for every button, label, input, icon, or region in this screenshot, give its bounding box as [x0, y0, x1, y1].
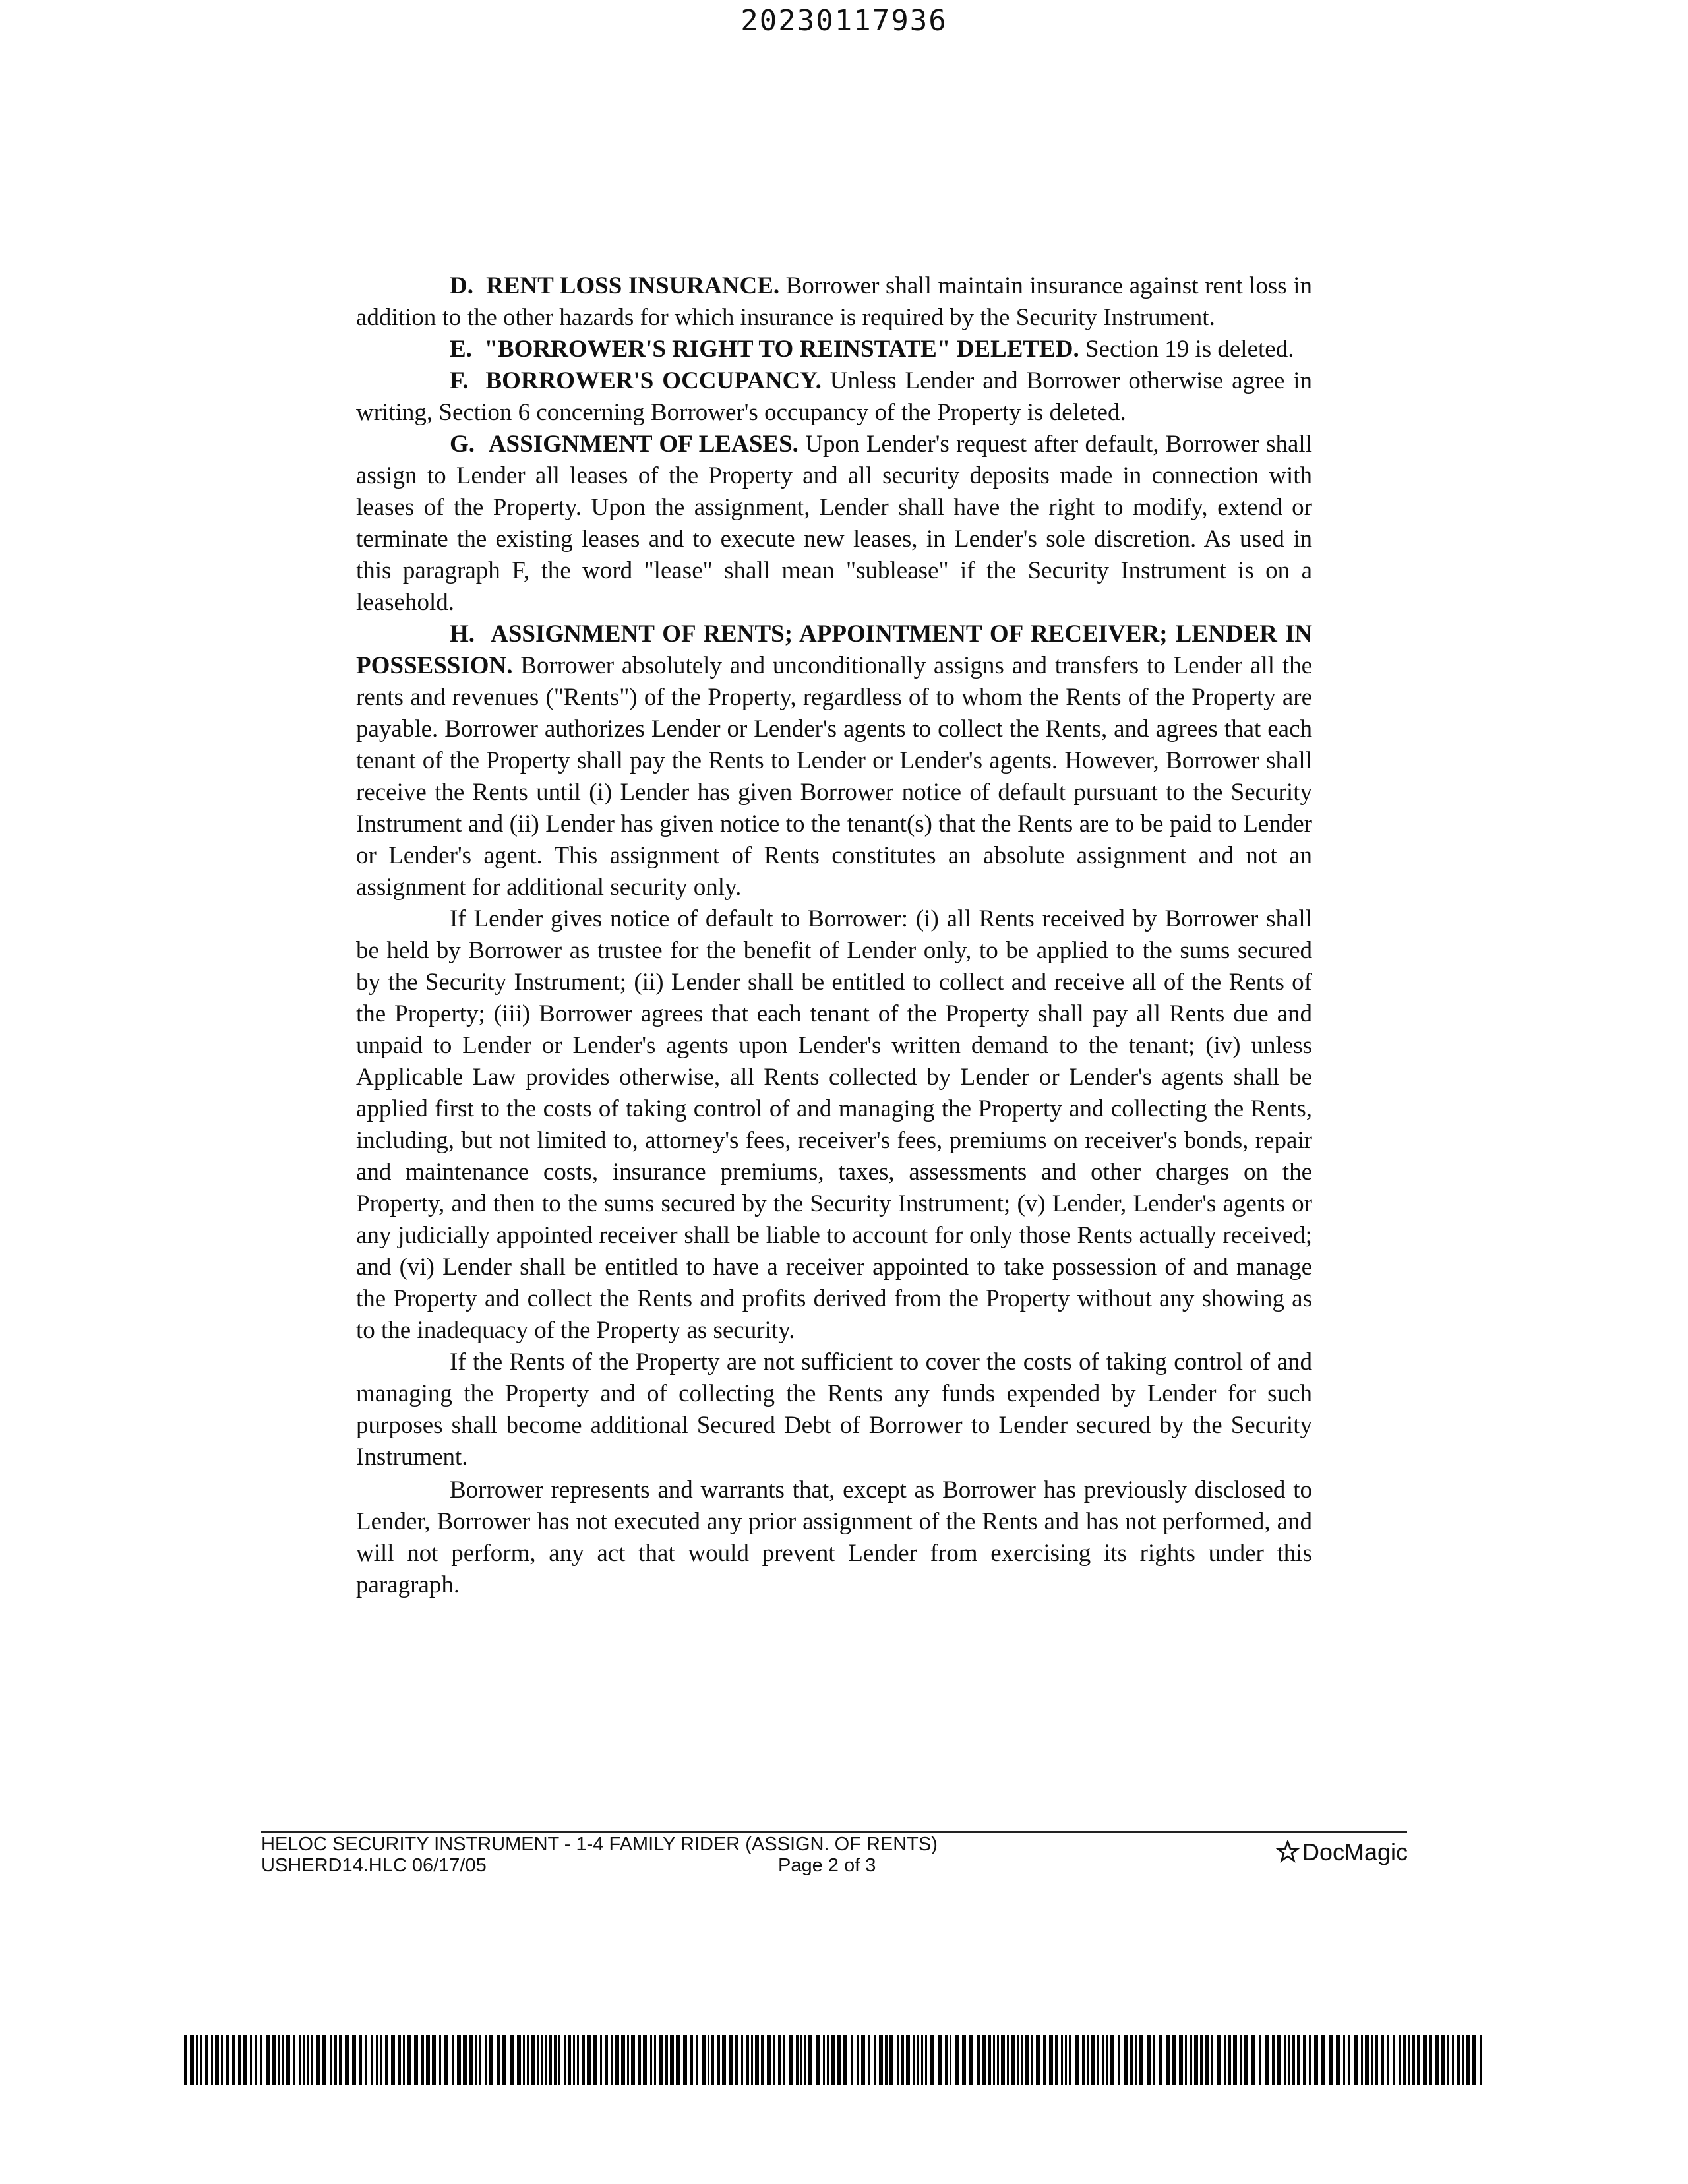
barcode-bar: [299, 2035, 301, 2085]
form-title: HELOC SECURITY INSTRUMENT - 1-4 FAMILY RIDER (ASSIGN. OF RENTS): [261, 1834, 938, 1855]
star-outline-icon: [1276, 1840, 1300, 1864]
barcode-bar: [1336, 2035, 1340, 2085]
barcode-bar: [1240, 2035, 1242, 2085]
barcode-bar: [365, 2035, 367, 2085]
barcode-bar: [469, 2035, 473, 2085]
barcode-bar: [711, 2035, 714, 2085]
barcode-bar: [352, 2035, 356, 2085]
section-h-text: Borrower absolutely and unconditionally assigns and transfers to Lender all the rents and revenues ("Rents") of the Property, regardless of to whom the Rents of the Property are payable. Borrower authorizes Lender or Lender's agents to collect the Rents, and agrees that each tenant of the Property shall pay the Rents to Lender or Lender's agents. However, Borrower shall receive the Rents until (i) Lender has given Borrower notice of default pursuant to the Security Instrument and (ii) Lender has given notice to the tenant(s) that the Rents are to be paid to Lender or Lender's agent. This assignment of Rents constitutes an absolute assignment and not an assignment for additional security only.: [356, 652, 1312, 901]
barcode-bar: [851, 2035, 853, 2085]
barcode-bar: [1130, 2035, 1133, 2085]
barcode-bar: [1381, 2035, 1384, 2085]
barcode-bar: [950, 2035, 951, 2085]
barcode-bar: [925, 2035, 927, 2085]
barcode-bar: [1321, 2035, 1325, 2085]
barcode-bar: [1423, 2035, 1427, 2085]
section-d-heading: RENT LOSS INSURANCE.: [486, 272, 780, 299]
paragraph-notice-of-default: If Lender gives notice of default to Borrower: (i) all Rents received by Borrower shall be held by Borrower as trustee for the benefit of Lender only, to be applied to the sums secured by the Security Instrument; (ii) Lender shall be entitled to collect and receive all of the Rents of the Property; (iii) Borrower agrees that each tenant of the Property shall pay all Rents due and unpaid to Lender or Lender's agents upon Lender's written demand to the tenant; (iv) unless Applicable Law provides otherwise, all Rents collected by Lender or Lender's agents shall be applied first to the costs of taking control of and managing the Property and collecting the Rents, including, but not limited to, attorney's fees, receiver's fees, premiums on receiver's bonds, repair and maintenance costs, insurance premiums, taxes, assessments and other charges on the Property, and then to the sums secured by the Security Instrument; (v) Lender, Lender's agents or any judicially appointed receiver shall be liable to account for only those Rents actually received; and (vi) Lender shall be entitled to have a receiver appointed to take possession of and manage the Property and collect the Rents and profits derived from the Property without any showing as to the inadequacy of the Property as security.: [356, 905, 1312, 1344]
barcode-bar: [215, 2035, 219, 2085]
paragraph-representations: Borrower represents and warrants that, except as Borrower has previously disclosed to Lender, Borrower has not executed any prior assignment of the Rents and has not performed, and will not perform, any act that would prevent Lender from exercising its rights under this paragraph.: [356, 1476, 1312, 1598]
barcode-bar: [1031, 2035, 1033, 2085]
barcode-bar: [767, 2035, 771, 2085]
barcode-bar: [897, 2035, 899, 2085]
barcode-bar: [778, 2035, 781, 2085]
section-e-heading: "BORROWER'S RIGHT TO REINSTATE" DELETED.: [484, 336, 1079, 363]
barcode-bar: [735, 2035, 738, 2085]
barcode-bar: [330, 2035, 332, 2085]
barcode-bar: [286, 2035, 290, 2085]
section-d-text: Borrower shall maintain insurance against rent loss in addition to the other hazards for which insurance is required by the Security Instrument.: [356, 272, 1312, 331]
barcode-bar: [1265, 2035, 1269, 2085]
barcode-bar: [702, 2035, 706, 2085]
barcode-bar: [221, 2035, 223, 2085]
barcode-bar: [1435, 2035, 1439, 2085]
barcode-bar: [554, 2035, 557, 2085]
barcode-bar: [1069, 2035, 1071, 2085]
section-f: [356, 365, 1312, 429]
barcode-bar: [708, 2035, 709, 2085]
barcode-bar: [421, 2035, 424, 2085]
form-footer: [261, 1834, 1118, 1876]
barcode-bar: [371, 2035, 373, 2085]
barcode-bar: [1091, 2035, 1095, 2085]
barcode-bar: [868, 2035, 870, 2085]
barcode-bar: [311, 2035, 313, 2085]
barcode-bar: [1403, 2035, 1406, 2085]
barcode-bar: [479, 2035, 481, 2085]
barcode-bar: [755, 2035, 759, 2085]
barcode-bar: [260, 2035, 262, 2085]
barcode-bar: [921, 2035, 923, 2085]
barcode-bar: [857, 2035, 859, 2085]
barcode-bar: [1309, 2035, 1311, 2085]
barcode-bar: [196, 2035, 198, 2085]
barcode-bar: [889, 2035, 893, 2085]
barcode-bar: [982, 2035, 986, 2085]
barcode-bar: [1371, 2035, 1373, 2085]
barcode-bar: [676, 2035, 680, 2085]
barcode-bar: [452, 2035, 454, 2085]
barcode-bar: [885, 2035, 888, 2085]
barcode-bar: [1348, 2035, 1350, 2085]
barcode-bar: [303, 2035, 305, 2085]
barcode-bar: [1124, 2035, 1128, 2085]
barcode-bar: [272, 2035, 276, 2085]
barcode-bar: [930, 2035, 934, 2085]
barcode-bar: [1135, 2035, 1137, 2085]
barcode-bar: [1179, 2035, 1183, 2085]
barcode-bar: [573, 2035, 575, 2085]
barcode-bar: [502, 2035, 506, 2085]
barcode-bar: [1277, 2035, 1281, 2085]
section-e: [356, 334, 1312, 365]
barcode-bar: [789, 2035, 793, 2085]
barcode-bar: [205, 2035, 208, 2085]
barcode-bar: [322, 2035, 326, 2085]
section-g-letter: G.: [450, 431, 475, 458]
barcode-bar: [843, 2035, 847, 2085]
barcode-bar: [391, 2035, 395, 2085]
barcode-bar: [1452, 2035, 1454, 2085]
barcode-bar: [485, 2035, 487, 2085]
barcode: [184, 2035, 1488, 2085]
barcode-bar: [432, 2035, 436, 2085]
barcode-bar: [1043, 2035, 1046, 2085]
barcode-bar: [407, 2035, 411, 2085]
barcode-bar: [1166, 2035, 1170, 2085]
barcode-bar: [523, 2035, 525, 2085]
barcode-bar: [1272, 2035, 1275, 2085]
barcode-bar: [1457, 2035, 1460, 2085]
barcode-bar: [722, 2035, 726, 2085]
section-h: [356, 619, 1312, 903]
barcode-bar: [1429, 2035, 1432, 2085]
barcode-bar: [827, 2035, 829, 2085]
barcode-bar: [696, 2035, 698, 2085]
barcode-bar: [568, 2035, 571, 2085]
barcode-bar: [1139, 2035, 1143, 2085]
barcode-bar: [316, 2035, 320, 2085]
barcode-bar: [741, 2035, 743, 2085]
barcode-bar: [1462, 2035, 1464, 2085]
barcode-bar: [255, 2035, 257, 2085]
barcode-bar: [1399, 2035, 1401, 2085]
barcode-bar: [1217, 2035, 1221, 2085]
barcode-bar: [1055, 2035, 1058, 2085]
barcode-bar: [1228, 2035, 1231, 2085]
barcode-bar: [746, 2035, 749, 2085]
barcode-bar: [654, 2035, 656, 2085]
barcode-bar: [439, 2035, 441, 2085]
barcode-bar: [510, 2035, 514, 2085]
barcode-bar: [969, 2035, 973, 2085]
barcode-bar: [334, 2035, 337, 2085]
barcode-bar: [282, 2035, 284, 2085]
barcode-bar: [1361, 2035, 1363, 2085]
barcode-bar: [200, 2035, 202, 2085]
section-f-heading: BORROWER'S OCCUPANCY.: [485, 367, 822, 394]
barcode-bar: [1075, 2035, 1079, 2085]
barcode-bar: [816, 2035, 820, 2085]
barcode-bar: [1061, 2035, 1063, 2085]
barcode-bar: [729, 2035, 733, 2085]
rider-body: [356, 270, 1312, 1601]
barcode-bar: [913, 2035, 915, 2085]
barcode-bar: [1329, 2035, 1333, 2085]
barcode-bar: [582, 2035, 585, 2085]
barcode-bar: [444, 2035, 448, 2085]
barcode-bar: [293, 2035, 295, 2085]
barcode-bar: [564, 2035, 566, 2085]
barcode-bar: [475, 2035, 477, 2085]
barcode-bar: [1224, 2035, 1226, 2085]
barcode-bar: [489, 2035, 493, 2085]
barcode-bar: [1303, 2035, 1306, 2085]
barcode-bar: [945, 2035, 948, 2085]
barcode-bar: [631, 2035, 635, 2085]
barcode-bar: [1106, 2035, 1108, 2085]
barcode-bar: [250, 2035, 252, 2085]
barcode-bar: [683, 2035, 687, 2085]
barcode-bar: [376, 2035, 378, 2085]
barcode-bar: [1354, 2035, 1358, 2085]
page-number: Page 2 of 3: [778, 1855, 876, 1876]
barcode-bar: [1036, 2035, 1040, 2085]
barcode-bar: [1292, 2035, 1295, 2085]
barcode-bar: [823, 2035, 825, 2085]
barcode-bar: [345, 2035, 349, 2085]
barcode-bar: [1194, 2035, 1198, 2085]
section-f-letter: F.: [450, 367, 469, 394]
barcode-bar: [761, 2035, 764, 2085]
barcode-bar: [463, 2035, 467, 2085]
barcode-bar: [638, 2035, 641, 2085]
barcode-bar: [243, 2035, 247, 2085]
barcode-bar: [1387, 2035, 1389, 2085]
barcode-bar: [426, 2035, 430, 2085]
barcode-bar: [1233, 2035, 1237, 2085]
barcode-bar: [917, 2035, 919, 2085]
barcode-bar: [643, 2035, 647, 2085]
barcode-bar: [1297, 2035, 1300, 2085]
barcode-bar: [1288, 2035, 1290, 2085]
barcode-bar: [517, 2035, 521, 2085]
barcode-bar: [1251, 2035, 1255, 2085]
barcode-bar: [403, 2035, 405, 2085]
barcode-bar: [906, 2035, 910, 2085]
barcode-bar: [457, 2035, 461, 2085]
barcode-bar: [1007, 2035, 1009, 2085]
barcode-bar: [1393, 2035, 1395, 2085]
barcode-bar: [1011, 2035, 1015, 2085]
barcode-bar: [1021, 2035, 1023, 2085]
barcode-bar: [977, 2035, 980, 2085]
barcode-bar: [874, 2035, 876, 2085]
barcode-bar: [339, 2035, 342, 2085]
barcode-bar: [385, 2035, 388, 2085]
barcode-bar: [278, 2035, 280, 2085]
barcode-bar: [497, 2035, 500, 2085]
barcode-bar: [184, 2035, 187, 2085]
section-g-text: Upon Lender's request after default, Borrower shall assign to Lender all leases of the Property and all security deposits made in connection with leases of the Property. Upon the assignment, Lender shall have the right to modify, extend or terminate the existing leases and to execute new leases, in Lender's sole discretion. As used in this paragraph F, the word "lease" shall mean "sublease" if the Security Instrument is on a leasehold.: [356, 431, 1312, 616]
barcode-bar: [1190, 2035, 1192, 2085]
barcode-bar: [773, 2035, 775, 2085]
paragraph-rents-insufficient: If the Rents of the Property are not sufficient to cover the costs of taking control of and managing the Property and of collecting the Rents any funds expended by Lender for such purposes shall become additional Secured Debt of Borrower to Lender secured by the Security Instrument.: [356, 1349, 1312, 1471]
barcode-bar: [1025, 2035, 1029, 2085]
barcode-bar: [1102, 2035, 1104, 2085]
barcode-bar: [380, 2035, 382, 2085]
barcode-bar: [266, 2035, 270, 2085]
barcode-bar: [600, 2035, 602, 2085]
barcode-bar: [1082, 2035, 1085, 2085]
section-f-text: Unless Lender and Borrower otherwise agree in writing, Section 6 concerning Borrower's occupancy of the Property is deleted.: [356, 367, 1312, 426]
barcode-bar: [1118, 2035, 1120, 2085]
barcode-bar: [659, 2035, 663, 2085]
barcode-bar: [359, 2035, 362, 2085]
barcode-bar: [1001, 2035, 1005, 2085]
barcode-bar: [1211, 2035, 1213, 2085]
barcode-bar: [1284, 2035, 1286, 2085]
barcode-bar: [527, 2035, 529, 2085]
barcode-bar: [1441, 2035, 1445, 2085]
barcode-bar: [531, 2035, 535, 2085]
section-h-letter: H.: [450, 621, 475, 648]
barcode-bar: [1480, 2035, 1482, 2085]
barcode-bar: [414, 2035, 418, 2085]
barcode-bar: [938, 2035, 942, 2085]
barcode-bar: [751, 2035, 753, 2085]
barcode-bar: [1159, 2035, 1162, 2085]
barcode-bar: [962, 2035, 966, 2085]
barcode-bar: [1365, 2035, 1369, 2085]
barcode-bar: [1244, 2035, 1248, 2085]
section-e-letter: E.: [450, 336, 472, 363]
barcode-bar: [650, 2035, 652, 2085]
section-g-heading: ASSIGNMENT OF LEASES.: [488, 431, 799, 458]
barcode-bar: [861, 2035, 865, 2085]
brand-name: DocMagic: [1302, 1838, 1408, 1866]
barcode-bar: [1147, 2035, 1151, 2085]
section-g: [356, 429, 1312, 619]
barcode-bar: [831, 2035, 835, 2085]
barcode-bar: [993, 2035, 995, 2085]
barcode-bar: [901, 2035, 904, 2085]
docmagic-logo: [1276, 1838, 1408, 1866]
form-code: USHERD14.HLC 06/17/05: [261, 1855, 487, 1876]
barcode-bar: [1205, 2035, 1209, 2085]
barcode-bar: [537, 2035, 539, 2085]
barcode-bar: [690, 2035, 693, 2085]
barcode-bar: [1343, 2035, 1345, 2085]
section-d-letter: D.: [450, 272, 473, 299]
barcode-bar: [1412, 2035, 1415, 2085]
barcode-bar: [1185, 2035, 1187, 2085]
barcode-bar: [1097, 2035, 1099, 2085]
barcode-bar: [577, 2035, 579, 2085]
barcode-bar: [800, 2035, 802, 2085]
footer-rule: [261, 1831, 1407, 1833]
barcode-bar: [1110, 2035, 1114, 2085]
barcode-bar: [1200, 2035, 1203, 2085]
barcode-bar: [804, 2035, 806, 2085]
barcode-bar: [238, 2035, 241, 2085]
barcode-bar: [605, 2035, 608, 2085]
barcode-bar: [226, 2035, 229, 2085]
barcode-bar: [549, 2035, 552, 2085]
barcode-bar: [587, 2035, 591, 2085]
barcode-bar: [211, 2035, 213, 2085]
barcode-bar: [307, 2035, 309, 2085]
barcode-bar: [1049, 2035, 1053, 2085]
barcode-bar: [783, 2035, 785, 2085]
barcode-bar: [717, 2035, 720, 2085]
barcode-bar: [232, 2035, 235, 2085]
document-number: 20230117936: [740, 4, 948, 38]
barcode-bar: [955, 2035, 959, 2085]
barcode-bar: [1314, 2035, 1318, 2085]
barcode-bar: [1153, 2035, 1155, 2085]
barcode-bar: [1087, 2035, 1089, 2085]
barcode-bar: [879, 2035, 883, 2085]
barcode-bar: [593, 2035, 597, 2085]
footer-title-row: [261, 1834, 1118, 1855]
barcode-bar: [190, 2035, 194, 2085]
footer-code-row: [261, 1855, 1118, 1876]
barcode-bar: [615, 2035, 619, 2085]
barcode-bar: [1259, 2035, 1261, 2085]
barcode-bar: [997, 2035, 999, 2085]
barcode-bar: [627, 2035, 629, 2085]
barcode-bar: [670, 2035, 674, 2085]
section-h-heading: ASSIGNMENT OF RENTS; APPOINTMENT OF RECEIVER; LENDER IN POSSESSION.: [356, 621, 1313, 679]
barcode-bar: [611, 2035, 613, 2085]
barcode-bar: [545, 2035, 547, 2085]
barcode-bar: [796, 2035, 799, 2085]
barcode-bar: [665, 2035, 668, 2085]
barcode-bar: [1466, 2035, 1470, 2085]
barcode-bar: [1472, 2035, 1476, 2085]
barcode-bar: [1417, 2035, 1420, 2085]
barcode-bar: [988, 2035, 991, 2085]
barcode-bar: [1017, 2035, 1019, 2085]
barcode-bar: [1172, 2035, 1176, 2085]
barcode-bar: [558, 2035, 560, 2085]
barcode-bar: [808, 2035, 812, 2085]
barcode-bar: [837, 2035, 841, 2085]
barcode-bar: [541, 2035, 543, 2085]
section-d: [356, 270, 1312, 334]
barcode-bar: [1408, 2035, 1410, 2085]
barcode-bar: [1447, 2035, 1449, 2085]
barcode-bar: [621, 2035, 625, 2085]
barcode-bar: [1065, 2035, 1067, 2085]
barcode-bar: [1375, 2035, 1378, 2085]
section-e-text: Section 19 is deleted.: [1079, 336, 1294, 363]
barcode-bar: [398, 2035, 401, 2085]
